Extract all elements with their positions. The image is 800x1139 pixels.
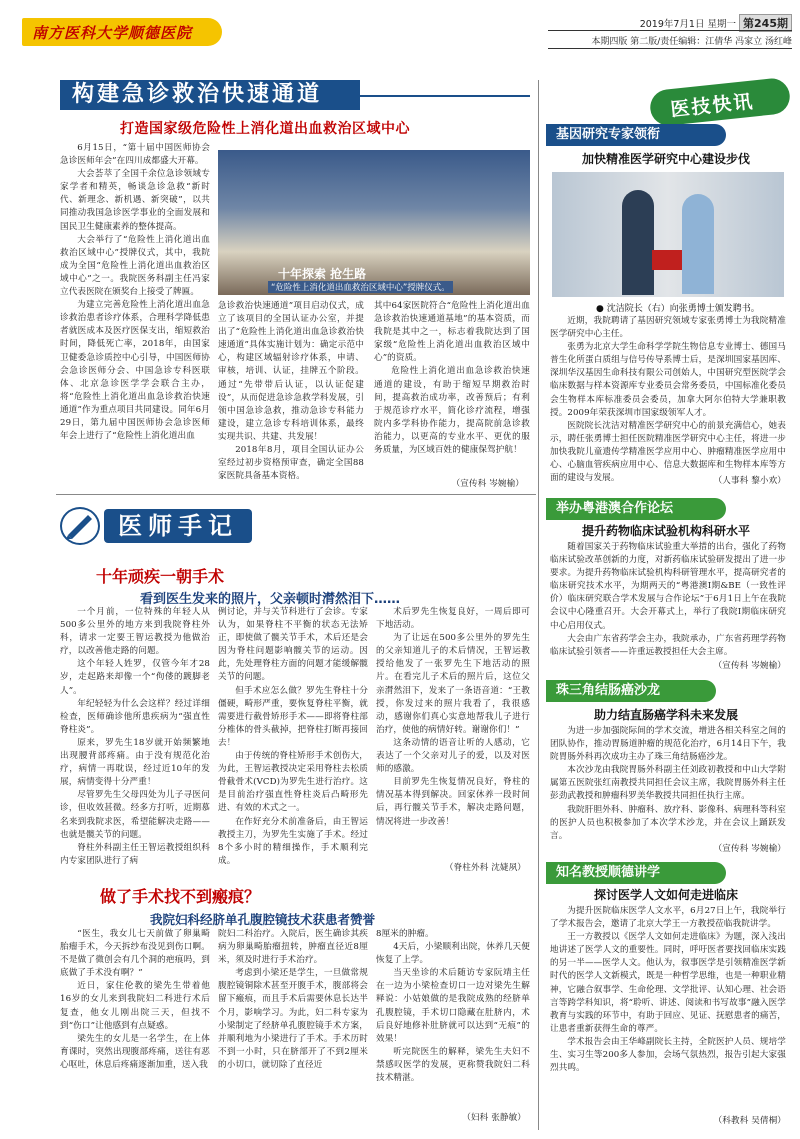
story1-signature: （脊柱外科 沈婕夙） (444, 863, 526, 873)
story1-col2: 例讨论，并与关节科进行了会诊。专家认为，如果脊柱不平衡的状态无法矫正，即使做了髋关节手术，术后还是会因为脊柱问题影响髋关节的运动。因此，先处理脊柱方面的问题才能缓解髋关节的问题。 但手术应怎么做？罗先生脊柱十分僵硬，畸形严重，要恢复脊柱平衡，就需要进行截骨矫形手术——即将脊柱部分椎体的骨头截掉，把脊柱打断再接回去！ 由于传统的脊柱矫形手术创伤大，为此，王智运教授决定采用脊柱去松质骨截骨术(VCD)为罗先生进行治疗。这是目前治疗强直性脊柱炎后凸畸形先进、有效的术式之一。 在作好充分术前准备后，由王智运教授主刀，为罗先生实施了手术。经过8个多小时的精细操作，手术顺利完成。 (218, 607, 368, 866)
masthead-logo-text: 南方医科大学顺德医院 (32, 24, 193, 42)
emergency-signature: （宣传科 岑婉榆） (451, 479, 524, 489)
emergency-photo (218, 150, 530, 295)
right4-signature: （科教科 吴倩桐） (713, 1116, 786, 1126)
right1-body: 近期，我院聘请了基因研究领域专家张勇博士为我院精准医学研究中心主任。 张勇为北京大学生命科学学院生物信息专业博士、德国马普生化所蛋白质组与信号传导系博士后，是深圳国家基因库、深圳华汉基因生命科技有限公司创始人，中国研究型医院学会临床数据与样本资源库专业委员会常务委员，中国标准化委员会生物样本库标准委员会委员，加拿大阿尔伯特大学兼职教授。2009年荣获深圳市国家级领军人才。 医院院长沈洁对精准医学研究中心的前景充满信心，她表示，聘任张勇博士担任医院精准医学研究中心主任，将进一步加快我院儿童遗传学精准医学应用中心、肿瘤精准医学应用中心、心脑血管疾病应用中心、信息大数据库和生物样本库等方面的建设与发展。 (550, 316, 786, 484)
masthead-logo (22, 18, 222, 46)
right2-sub: 提升药物临床试验机构科研水平 (581, 524, 750, 538)
doctor-notes-title: 医师手记 (104, 509, 252, 543)
section-emergency-title: 构建急诊救治快速通道 (60, 80, 360, 110)
right1-signature: （人事科 黎小欢） (713, 476, 786, 486)
right2-signature: （宣传科 岑婉榆） (713, 661, 786, 671)
pen-icon (60, 507, 100, 545)
right-column-header-text: 医技快讯 (669, 90, 756, 122)
right4-body: 为提升医院临床医学人文水平，6月27日上午，我院举行了学术报告会，邀请了北京大学王一方教授莅临我院讲学。 王一方教授以《医学人文如何走进临床》为题，深入浅出地讲述了医学人文的重要性。同时，呼吁医者要找回临床实践的另一半——医学人文。他认为，叙事医学是引领精准医学新时代的医学人文新模式，既是一种哲学思维，也是一种职业精神，它融合叙事学、生命伦理、文学批评、认知心理、社会语言等跨学科知识，将“聆听、讲述、阅读和书写故事”融入医学教育与实践的环节中，有助于回应、见证、抚慰患者的痛苦，让患者重新获得生命的尊严。 学术报告会由王华峰副院长主持，全院医护人员、规培学生、实习生等200多人参加，会场气氛热烈，报告引起大家强烈共鸣。 (550, 906, 786, 1074)
right3-sub: 助力结直肠癌学科未来发展 (593, 708, 738, 722)
story1-col3: 术后罗先生恢复良好，一周后即可下地活动。 为了让远在500多公里外的罗先生的父亲知道儿子的术后情况，王智运教授给他发了一张罗先生下地活动的照片。在看完儿子术后的照片后，这位父亲潸然泪下，发来了一条语音道：“王教授，你发过来的照片我看了，我很感动，感谢你们真心实意地帮我儿子进行治疗，使他的病情好转。谢谢你们！” 这条动情的语音让听的人感动，它表达了一个父亲对儿子的爱，以及对医师的感激。 目前罗先生恢复情况良好，脊柱的情况基本得到解决。回家休养一段时间后，再行髋关节手术，解决走路问题，情况将进一步改善！ (376, 607, 530, 827)
story2-headline: 做了手术找不到瘢痕？ (100, 887, 261, 906)
story1-col1: 一个月前，一位特殊的年轻人从500多公里外的地方来到我院脊柱外科，请求一定要王智运教授为他做治疗，以改善他走路的问题。 这个年轻人姓罗，仅管今年才28岁，走起路来却像一个“佝偻的踱脚老人”。 年纪轻轻为什么会这样？经过详细检查，医师确诊他所患疾病为“强直性脊柱炎”。 原来，罗先生18岁就开始频繁地出现腰背部疼痛。由于没有规范化治疗，病情一再耽误，经过近10年的发展，病情变得十分严重！ 尽管罗先生父母四处为儿子寻医问诊，但收效甚微。经多方打听，近期慕名来到我院求医，希望能解决走路——也就是髋关节的问题。 脊柱外科副主任王智运教授组织科内专家团队进行了病 (60, 607, 210, 866)
story1-subtitle: 看到医生发来的照片，父亲顿时潸然泪下…… (140, 592, 401, 607)
issue-weekday: 星期一 (707, 19, 736, 30)
right1-caption: ● 沈洁院长（右）向张勇博士颁发聘书。 (596, 304, 760, 314)
story2-col1: “医生，我女儿七天前做了卵巢畸胎瘤手术，今天拆纱布没见到伤口啊。不是做了微创会有几个洞的疤痕吗，到底做了手术没有啊？” 近日，家住伦教的梁先生带着他16岁的女儿来到我院妇二科进行术后复查，他女儿刚出院三天，但找不到“伤口”让他感到有点疑惑。 梁先生的女儿是一名学生，在上体育课时，突然出现腹部疼痛，送往有恶心呕吐，休息后疼痛逐渐加重，送入我 (60, 929, 210, 1070)
section-emergency-subtitle: 打造国家级危险性上消化道出血救治区域中心 (120, 121, 410, 137)
story2-col2: 院妇二科治疗。入院后，医生确诊其疾病为卵巢畸胎瘤扭转，肿瘤直径近8厘米，须及时进行手术治疗。 考虑到小梁还是学生，一旦做常规腹腔镜铜除术甚至开腹手术，腹部将会留下瘢痕，而且手术后需要休息长达半个月，影响学习。为此，妇二科专家为小梁制定了经脐单孔腹腔镜手术方案，并顺利地为小梁进行了手术。手术历时不到一小时，只在脐部开了不到2厘米的小切口，就切除了直径近 (218, 929, 368, 1070)
right-column-header (649, 77, 792, 127)
emergency-col3: 其中64家医院符合“危险性上消化道出血急诊救治快速通道基地”的基本资质，而我院是其中之一，标志着我院达到了国家级“危险性上消化道出血救治区域中心”的资质。 危险性上消化道出血急诊救治快速通道的建设，有助于缩短早期救治时间，提高救治成功率，改善预后；有利于规范诊疗水平，简化诊疗流程，增强院内多学科协作能力，提高院前急诊救治能力，以更高的专业水平、更优的服务质量，为区域百姓的健康保驾护航！ (374, 301, 530, 456)
story2-col3: 8厘米的肿瘤。 4天后，小梁顺利出院，休养几天便恢复了上学。 当天坐诊的术后随访专家阮靖主任在一边为小梁检查切口一边对梁先生解释说：小姑娘做的是我院成熟的经脐单孔腹腔镜，手术切口隐藏在肚脐内，术后良好地修补肚脐就可以达到“无痕”的效果！ 听完院医生的解释，梁先生夫妇不禁感叹医学的发展，更称赞我院妇二科技术精湛。 (376, 929, 530, 1084)
emergency-col1: 6月15日，“第十届中国医师协会急诊医师年会”在四川成都盛大开幕。 大会荟萃了全国千余位急诊领域专家学者和精英，畅谈急诊急救“新时代、新理念、新机遇、新突破”，以共同推动我国急诊医学事业的全面发展和国民卫生健康素养的整体提高。 大会举行了“危险性上消化道出血救治区域中心”授牌仪式，其中，我院成为全国“危险性上消化道出血救治区域中心”之一。我院医务科副主任冯家立代表医院在颁奖台上接受了牌匾。 为建立完善危险性上消化道出血急诊救治患者诊疗体系，合理科学降低患者就医成本及医疗医保支出，缩短救治时间，降低死亡率，2018年，由国家卫健委急诊质控中心引导，中国医师协会急诊医师分会、中国急诊专科医联体、北京急诊医学学会联合主办，将“危险性上消化道出血急诊救治快速通道”作为重点项目共同建设。同年6月29日，第九届中国医师协会急诊医师年会上进行了“危险性上消化道出血 (60, 143, 210, 442)
right1-bar: 基因研究专家领衔 (546, 124, 726, 146)
right4-bar: 知名教授顺德讲学 (546, 862, 726, 884)
right2-bar: 举办粤港澳合作论坛 (546, 498, 726, 520)
emergency-photo-caption: “危险性上消化道出血救治区域中心”授牌仪式。 (268, 281, 453, 293)
issue-badge: 第245期 (739, 14, 792, 32)
right3-signature: （宣传科 岑婉榆） (713, 844, 786, 854)
right4-sub: 探讨医学人文如何走进临床 (593, 888, 738, 902)
editor-line: 本期四版 第二版/责任编辑：江倩华 冯家立 汤红峰 (591, 37, 792, 47)
right3-body: 为进一步加强院际间的学术交流，增进各相关科室之间的团队协作，推动胃肠道肿瘤的规范化治疗，6月14日下午，我院胃肠外科再次成功主办了珠三角结肠癌沙龙。 本次沙龙由我院胃肠外科副主任刘政初教授和中山大学附属第五医院张红南教授共同担任会议主席，我院胃肠外科主任彭劲武教授和肿瘤科罗美华教授共同担任执行主席。 我院肝胆外科、肿瘤科、放疗科、影像科、病理科等科室的医护人员也积极参加了本次学术沙龙，并在会议上踊跃发言。 (550, 726, 786, 841)
story1-headline: 十年顽疾一朝手术 (96, 567, 225, 586)
person-icon: ● (596, 304, 604, 314)
emergency-col2: 急诊救治快速通道”项目启动仪式，成立了该项目的全国认证办公室，并提出了“危险性上消化道出血急诊救治快速通道”具体实施计划为：确定示范中心，构建区域辐射诊疗体系，申请、审核，培训、认证，挂牌五个阶段。通过“先带带后认证，以认证促建设”，从而促进急诊急救学科发展，引领中国急诊急救，推动急诊专科能力建设，建立急诊专科培训体系，最终实现共识、共建、共发展！ 2018年8月，项目全国认证办公室经过初步资格预审查，确定全国88家医院具备基本资格。 (218, 301, 364, 482)
right1-sub: 加快精准医学研究中心建设步伐 (581, 152, 750, 166)
right2-body: 随着国家关于药物临床试验重大举措的出台，强化了药物临床试验改革创新的力度，对新药临床试验研发提出了进一步要求。为提升药物临床试验机构科研管理水平，提高研究者的临床研究技术水平，为期两天的“粤港澳Ⅰ期&BE（一致性评价）临床研究联合学术发展与合作论坛”于6月1日上午在我院会议中心隆重召开。大会开幕式上，举行了我院Ⅰ期临床研究中心启用仪式。 大会由广东省药学会主办，我院承办，广东省药理学药物临床试验引领者——许重远教授担任大会主席。 (550, 542, 786, 657)
page-header (8, 4, 792, 74)
section-emergency-accent (360, 95, 530, 97)
doctor-notes-header (60, 505, 280, 547)
story2-signature: （妇科 张静敏） (462, 1113, 526, 1123)
right3-bar: 珠三角结肠癌沙龙 (546, 680, 716, 702)
story2-subtitle: 我院妇科经脐单孔腹腔镜技术获患者赞誉 (150, 912, 376, 927)
issue-date: 2019年7月1日 (639, 19, 705, 30)
emergency-photo-banner: 十年探索 抢生路 (278, 267, 367, 281)
right1-photo (552, 172, 784, 297)
